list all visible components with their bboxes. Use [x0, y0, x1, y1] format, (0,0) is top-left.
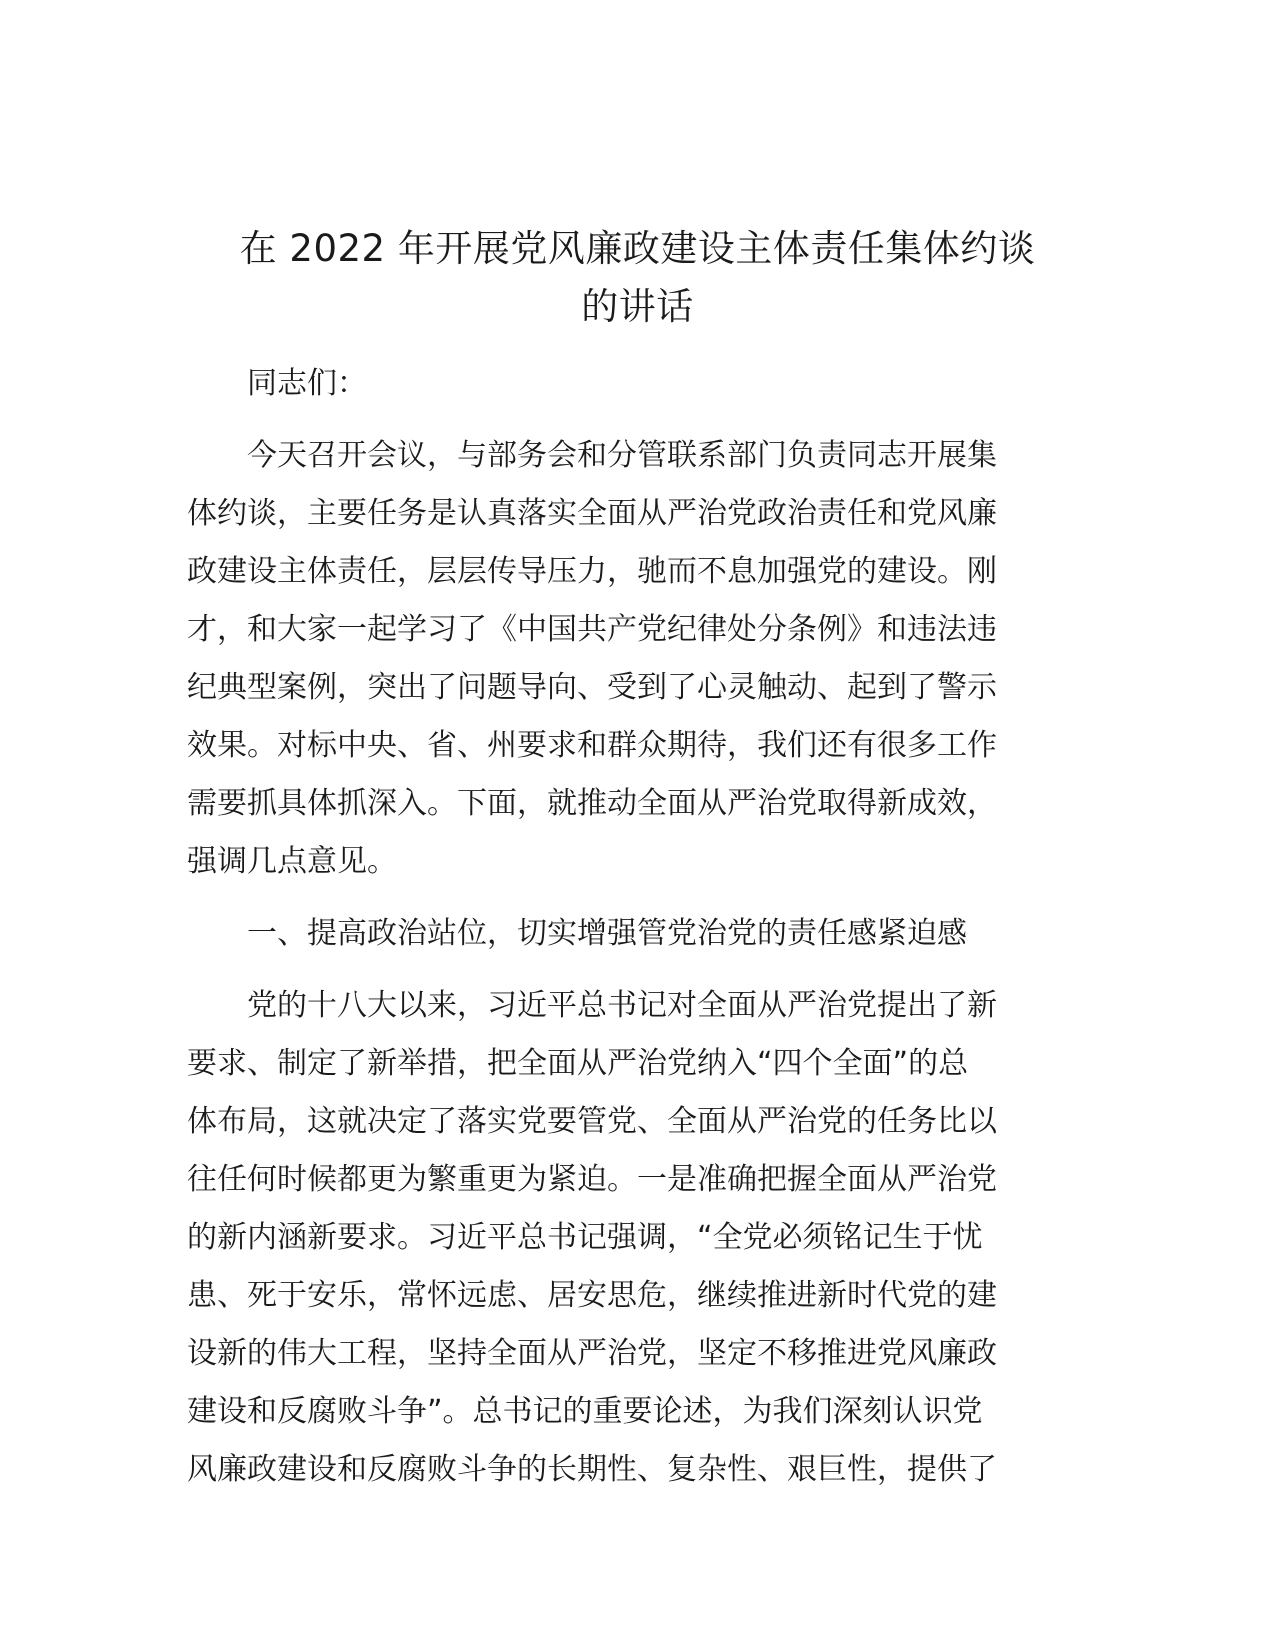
text-line: 才，和大家一起学习了《中国共产党纪律处分条例》和违法违 — [187, 612, 997, 647]
text-line: 要求、制定了新举措，把全面从严治党纳入“四个全面”的总 — [187, 1046, 969, 1081]
text-line: 强调几点意见。 — [187, 844, 397, 879]
section-heading: 一、提高政治站位，切实增强管党治党的责任感紧迫感 — [247, 916, 967, 951]
text-line: 风廉政建设和反腐败斗争的长期性、复杂性、艰巨性，提供了 — [187, 1452, 997, 1487]
text-line: 今天召开会议，与部务会和分管联系部门负责同志开展集 — [247, 438, 997, 473]
text-line: 的新内涵新要求。习近平总书记强调，“全党必须铭记生于忧 — [187, 1220, 983, 1255]
text-line: 效果。对标中央、省、州要求和群众期待，我们还有很多工作 — [187, 728, 997, 763]
text-line: 体约谈，主要任务是认真落实全面从严治党政治责任和党风廉 — [187, 496, 997, 531]
paragraph-intro — [187, 427, 1087, 891]
text-line: 设新的伟大工程，坚持全面从严治党，坚定不移推进党风廉政 — [187, 1336, 997, 1371]
text-line: 建设和反腐败斗争”。总书记的重要论述，为我们深刻认识党 — [187, 1394, 983, 1429]
title-line: 的讲话 — [581, 285, 694, 328]
text-line: 体布局，这就决定了落实党要管党、全面从严治党的任务比以 — [187, 1104, 997, 1139]
text-line: 患、死于安乐，常怀远虑、居安思危，继续推进新时代党的建 — [187, 1278, 997, 1313]
salutation: 同志们： — [247, 366, 367, 401]
text-line: 党的十八大以来，习近平总书记对全面从严治党提出了新 — [247, 988, 997, 1023]
document-body — [187, 355, 1087, 1513]
paragraph-section1 — [187, 977, 1087, 1499]
document-title — [150, 220, 1125, 336]
text-line: 需要抓具体抓深入。下面，就推动全面从严治党取得新成效， — [187, 786, 997, 821]
text-line: 纪典型案例，突出了问题导向、受到了心灵触动、起到了警示 — [187, 670, 997, 705]
text-line: 政建设主体责任，层层传导压力，驰而不息加强党的建设。刚 — [187, 554, 997, 589]
text-line: 往任何时候都更为繁重更为紧迫。一是准确把握全面从严治党 — [187, 1162, 997, 1197]
title-line: 在 2022 年开展党风廉政建设主体责任集体约谈 — [239, 227, 1036, 270]
